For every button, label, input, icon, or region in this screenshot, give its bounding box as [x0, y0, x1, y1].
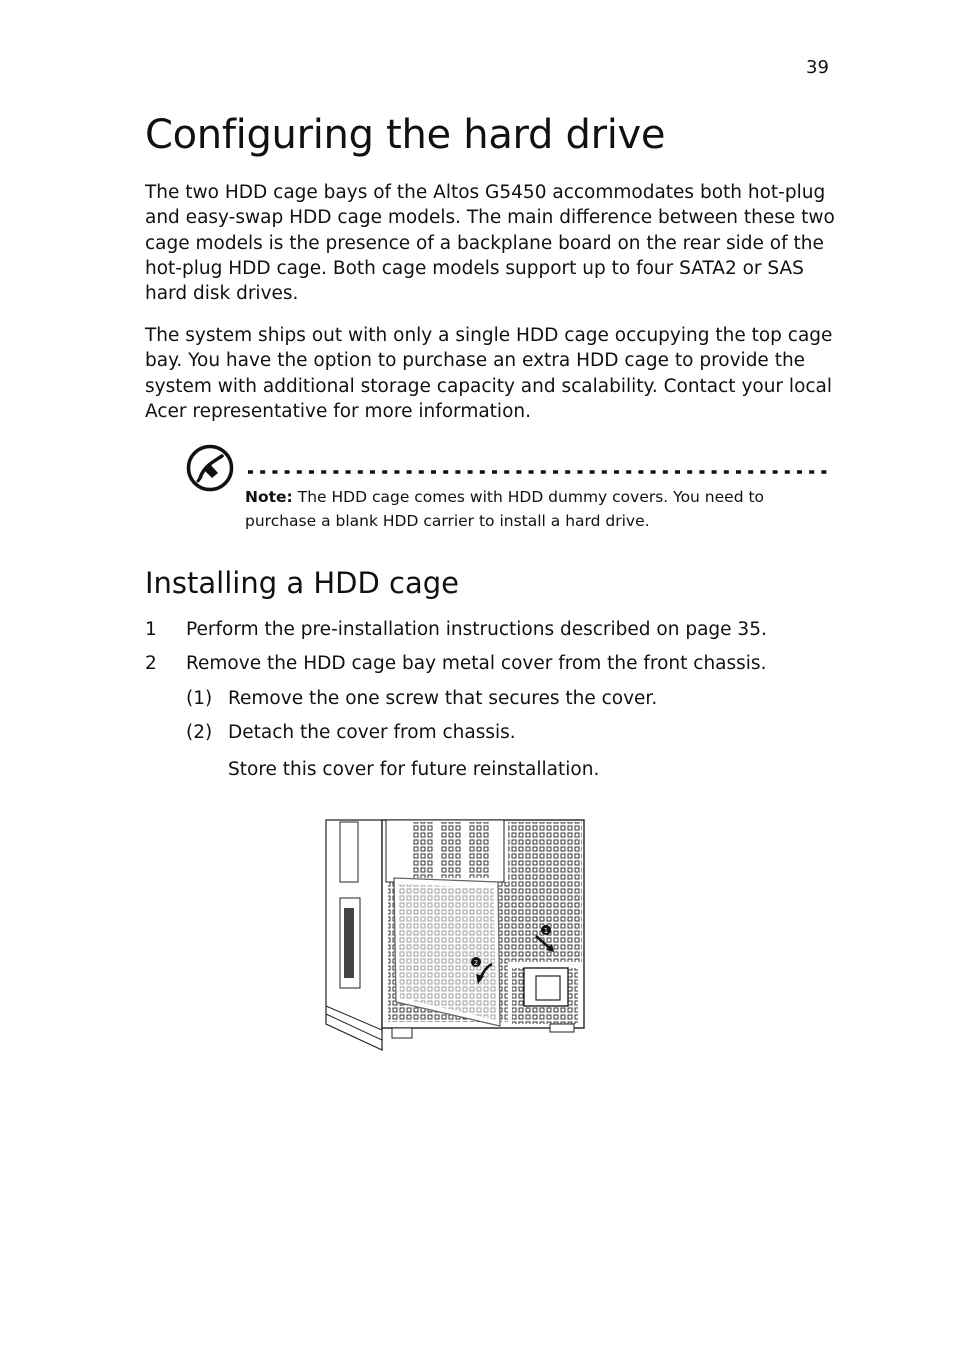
callout-2: 2 — [473, 959, 479, 967]
page-title: Configuring the hard drive — [145, 112, 666, 158]
step-number: 2 — [145, 653, 157, 674]
substep-text: Remove the one screw that secures the cover. — [228, 688, 658, 709]
step-text: Perform the pre-installation instructions described on page 35. — [186, 619, 767, 640]
note-text — [245, 485, 835, 533]
substep-number: (2) — [186, 722, 213, 743]
section-heading: Installing a HDD cage — [145, 566, 460, 600]
note-pen-icon — [186, 444, 234, 492]
note-divider — [246, 460, 832, 466]
note-label: Note: — [245, 488, 293, 506]
page-number: 39 — [806, 57, 829, 78]
intro-paragraph-1: The two HDD cage bays of the Altos G5450 accommodates both hot-plug and easy-swap HDD cage models. The main difference between these two cage models is the presence of a backplane board on the rear side of the hot-plug HDD cage. Both cage models support up to four SATA2 or SAS hard disk drives. — [145, 182, 835, 305]
step-text: Remove the HDD cage bay metal cover from the front chassis. — [186, 653, 767, 674]
substep-text: Detach the cover from chassis. — [228, 722, 516, 743]
substep-number: (1) — [186, 688, 213, 709]
store-note: Store this cover for future reinstallation. — [228, 759, 600, 780]
step-number: 1 — [145, 619, 157, 640]
hdd-cage-cover-illustration — [322, 818, 586, 1054]
callout-1: 1 — [543, 927, 549, 935]
intro-paragraph-2: The system ships out with only a single HDD cage occupying the top cage bay. You have the option to purchase an extra HDD cage to provide the system with additional storage capacity and scalability. Contact your local Acer representative for more information. — [145, 325, 833, 422]
note-body: The HDD cage comes with HDD dummy covers. You need to purchase a blank HDD carrier to install a hard drive. — [245, 488, 765, 530]
